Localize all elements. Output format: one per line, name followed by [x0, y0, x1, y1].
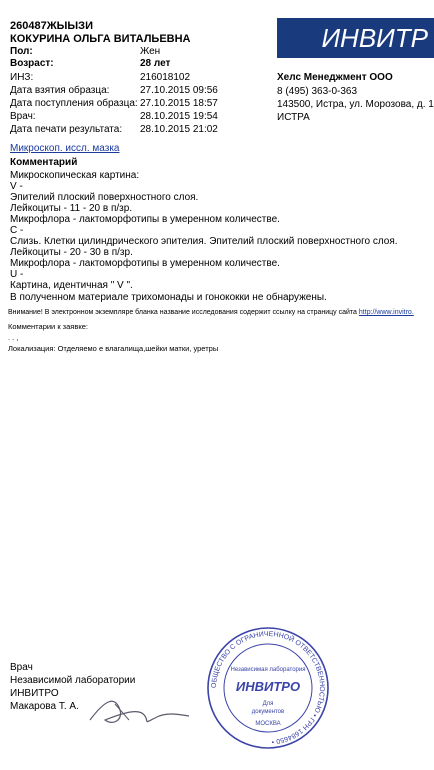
- footer-org-line1: Независимой лаборатории: [10, 675, 136, 686]
- sex-value: Жен: [140, 46, 161, 57]
- invitro-logo: ИНВИТР: [277, 18, 434, 58]
- age-label: Возраст:: [10, 58, 54, 69]
- result-line: Микроскопическая картина:: [10, 170, 140, 181]
- stamp-ring-text: ОБЩЕСТВО С ОГРАНИЧЕННОЙ ОТВЕТСТВЕННОСТЬЮ • ГРН 1684650 •: [210, 630, 326, 745]
- lab-address: 143500, Истра, ул. Морозова, д. 1: [277, 99, 434, 110]
- received-date-label: Дата поступления образца:: [10, 98, 138, 109]
- lab-phone: 8 (495) 363-0-363: [277, 86, 358, 97]
- notice-text: Внимание! В электронном экземпляре бланка название исследования содержит ссылку на страницу сайта: [8, 309, 357, 316]
- signature: [85, 690, 195, 730]
- result-line: С -: [10, 225, 24, 236]
- lab-name: Хелс Менеджмент ООО: [277, 72, 393, 83]
- test-link[interactable]: Микроскоп. иссл. мазка: [10, 143, 120, 154]
- age-value: 28 лет: [140, 58, 171, 69]
- order-comments-heading: Комментарии к заявке:: [8, 322, 88, 331]
- result-line: U -: [10, 269, 24, 280]
- result-line: Картина, идентичная " V ".: [10, 280, 133, 291]
- order-code: 260487ЖЫЫЗИ: [10, 20, 93, 32]
- conclusion: В полученном материале трихомонады и гонококки не обнаружены.: [10, 292, 327, 303]
- localization: Локализация: Отделяемо е влагалища,шейки матки, уретры: [8, 344, 219, 353]
- inz-label: ИНЗ:: [10, 72, 34, 83]
- footer-org-line2: ИНВИТРО: [10, 688, 59, 699]
- invitro-url-link[interactable]: http://www.invitro.: [358, 309, 414, 316]
- sex-label: Пол:: [10, 46, 33, 57]
- result-line: Слизь. Клетки цилиндрического эпителия. Эпителий плоский поверхностного слоя.: [10, 236, 398, 247]
- sample-date-label: Дата взятия образца:: [10, 85, 110, 96]
- result-line: Эпителий плоский поверхностного слоя.: [10, 192, 199, 203]
- result-line: V -: [10, 181, 23, 192]
- lab-city: ИСТРА: [277, 112, 310, 123]
- invitro-stamp: [205, 625, 331, 751]
- inz-value: 216018102: [140, 72, 191, 83]
- doctor-label: Врач:: [10, 111, 36, 122]
- order-comments-value: . . ,: [8, 333, 19, 342]
- stamp-docs-line2: документов: [251, 709, 285, 715]
- comments-heading: Комментарий: [10, 157, 78, 168]
- received-date-value: 27.10.2015 18:57: [140, 98, 218, 109]
- print-date-label: Дата печати результата:: [10, 124, 123, 135]
- electronic-notice: [8, 308, 414, 317]
- doctor-name: Макарова Т. А.: [10, 701, 79, 712]
- stamp-center-text: ИНВИТРО: [235, 679, 301, 694]
- stamp-city: МОСКВА: [255, 721, 281, 727]
- patient-name: КОКУРИНА ОЛЬГА ВИТАЛЬЕВНА: [10, 33, 191, 45]
- result-line: Лейкоциты - 11 - 20 в п/зр.: [10, 203, 133, 214]
- result-line: Микрофлора - лактоморфотипы в умеренном количестве.: [10, 214, 280, 225]
- print-date-value: 28.10.2015 21:02: [140, 124, 218, 135]
- result-line: Микрофлора - лактоморфотипы в умеренном количестве.: [10, 258, 280, 269]
- microscopy-results: [10, 170, 398, 291]
- stamp-docs-line1: Для: [262, 701, 274, 707]
- footer-role: Врач: [10, 662, 33, 673]
- sample-date-value: 27.10.2015 09:56: [140, 85, 218, 96]
- result-line: Лейкоциты - 20 - 30 в п/зр.: [10, 247, 133, 258]
- stamp-inner-text: Независимая лаборатория: [230, 667, 306, 673]
- doctor-value: 28.10.2015 19:54: [140, 111, 218, 122]
